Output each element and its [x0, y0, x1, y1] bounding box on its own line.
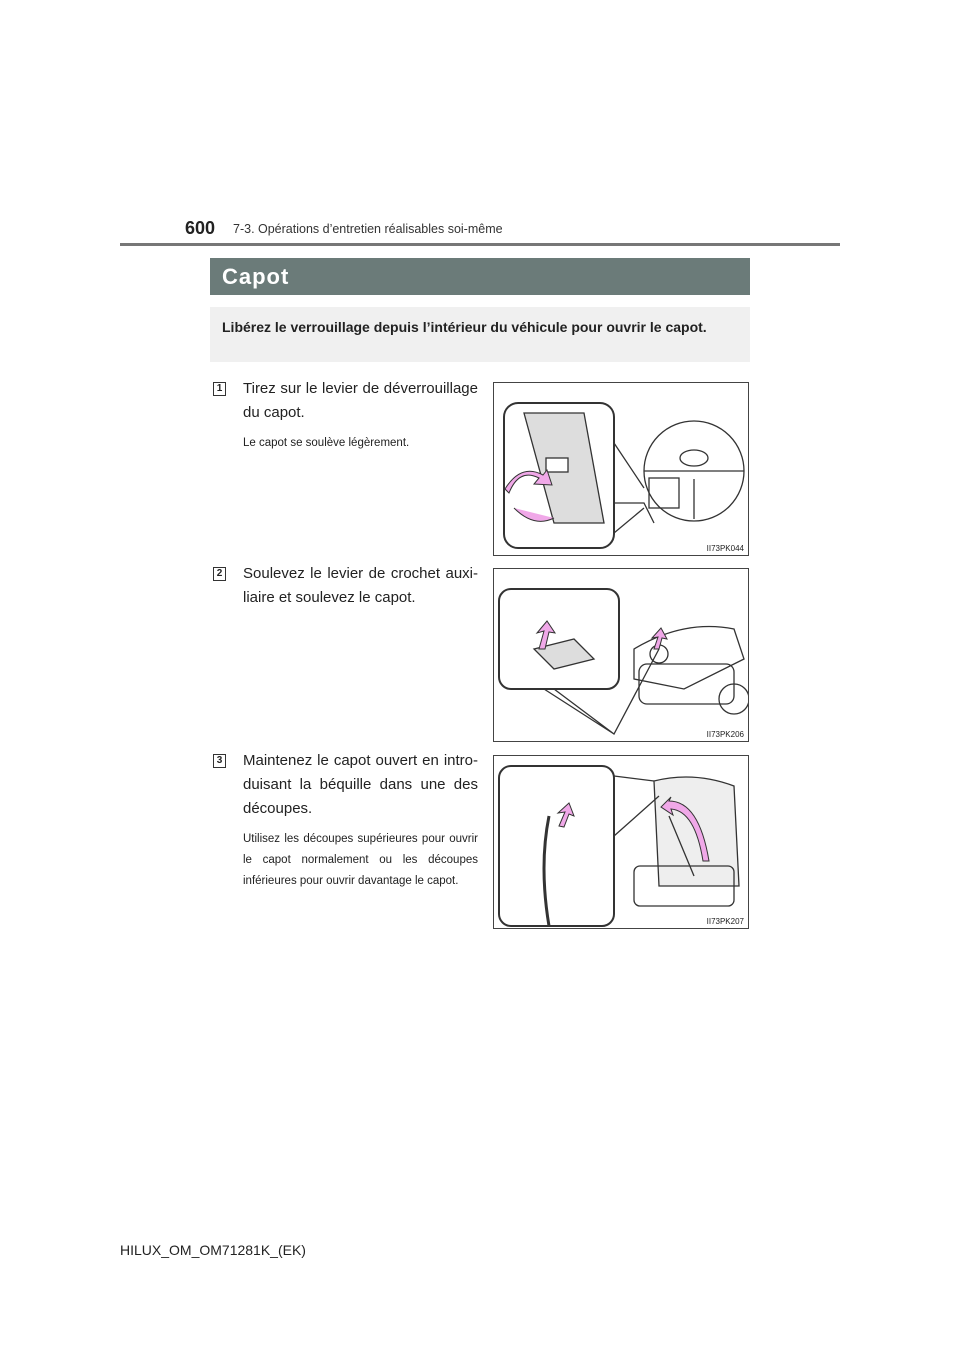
- step-text: Soulevez le levier de crochet auxi-liaire et soulevez le capot.: [243, 565, 478, 606]
- section-title: 7-3. Opérations d’entretien réalisables soi-même: [233, 222, 503, 236]
- step-1: [243, 377, 478, 454]
- page-title: Capot: [210, 258, 750, 295]
- illustration: [494, 756, 748, 928]
- step-number: 1: [213, 382, 226, 396]
- step-note: Le capot se soulève légèrement.: [243, 437, 410, 449]
- step-text: Maintenez le capot ouvert en intro-duisant la béquille dans une des découpes.: [243, 752, 478, 817]
- illustration: [494, 569, 748, 741]
- figure-hood-support-rod: [493, 755, 749, 929]
- figure-code: II73PK044: [706, 544, 744, 553]
- intro-box: Libérez le verrouillage depuis l’intérieur du véhicule pour ouvrir le capot.: [210, 307, 750, 362]
- figure-code: II73PK207: [706, 917, 744, 926]
- step-text: Tirez sur le levier de déverrouillage du capot.: [243, 380, 478, 421]
- step-number: 3: [213, 754, 226, 768]
- header-rule: [120, 243, 840, 246]
- step-2: [243, 562, 478, 610]
- step-3: [243, 749, 478, 892]
- figure-code: II73PK206: [706, 730, 744, 739]
- illustration: [494, 383, 748, 555]
- figure-auxiliary-catch-lever: [493, 568, 749, 742]
- page-number: 600: [185, 218, 216, 238]
- step-note: Utilisez les découpes supérieures pour ouvrir le capot normalement ou les découpes inférieures pour ouvrir davantage le capot.: [243, 833, 478, 887]
- footer-doc-code: HILUX_OM_OM71281K_(EK): [120, 1242, 306, 1258]
- step-number: 2: [213, 567, 226, 581]
- figure-hood-release-lever: [493, 382, 749, 556]
